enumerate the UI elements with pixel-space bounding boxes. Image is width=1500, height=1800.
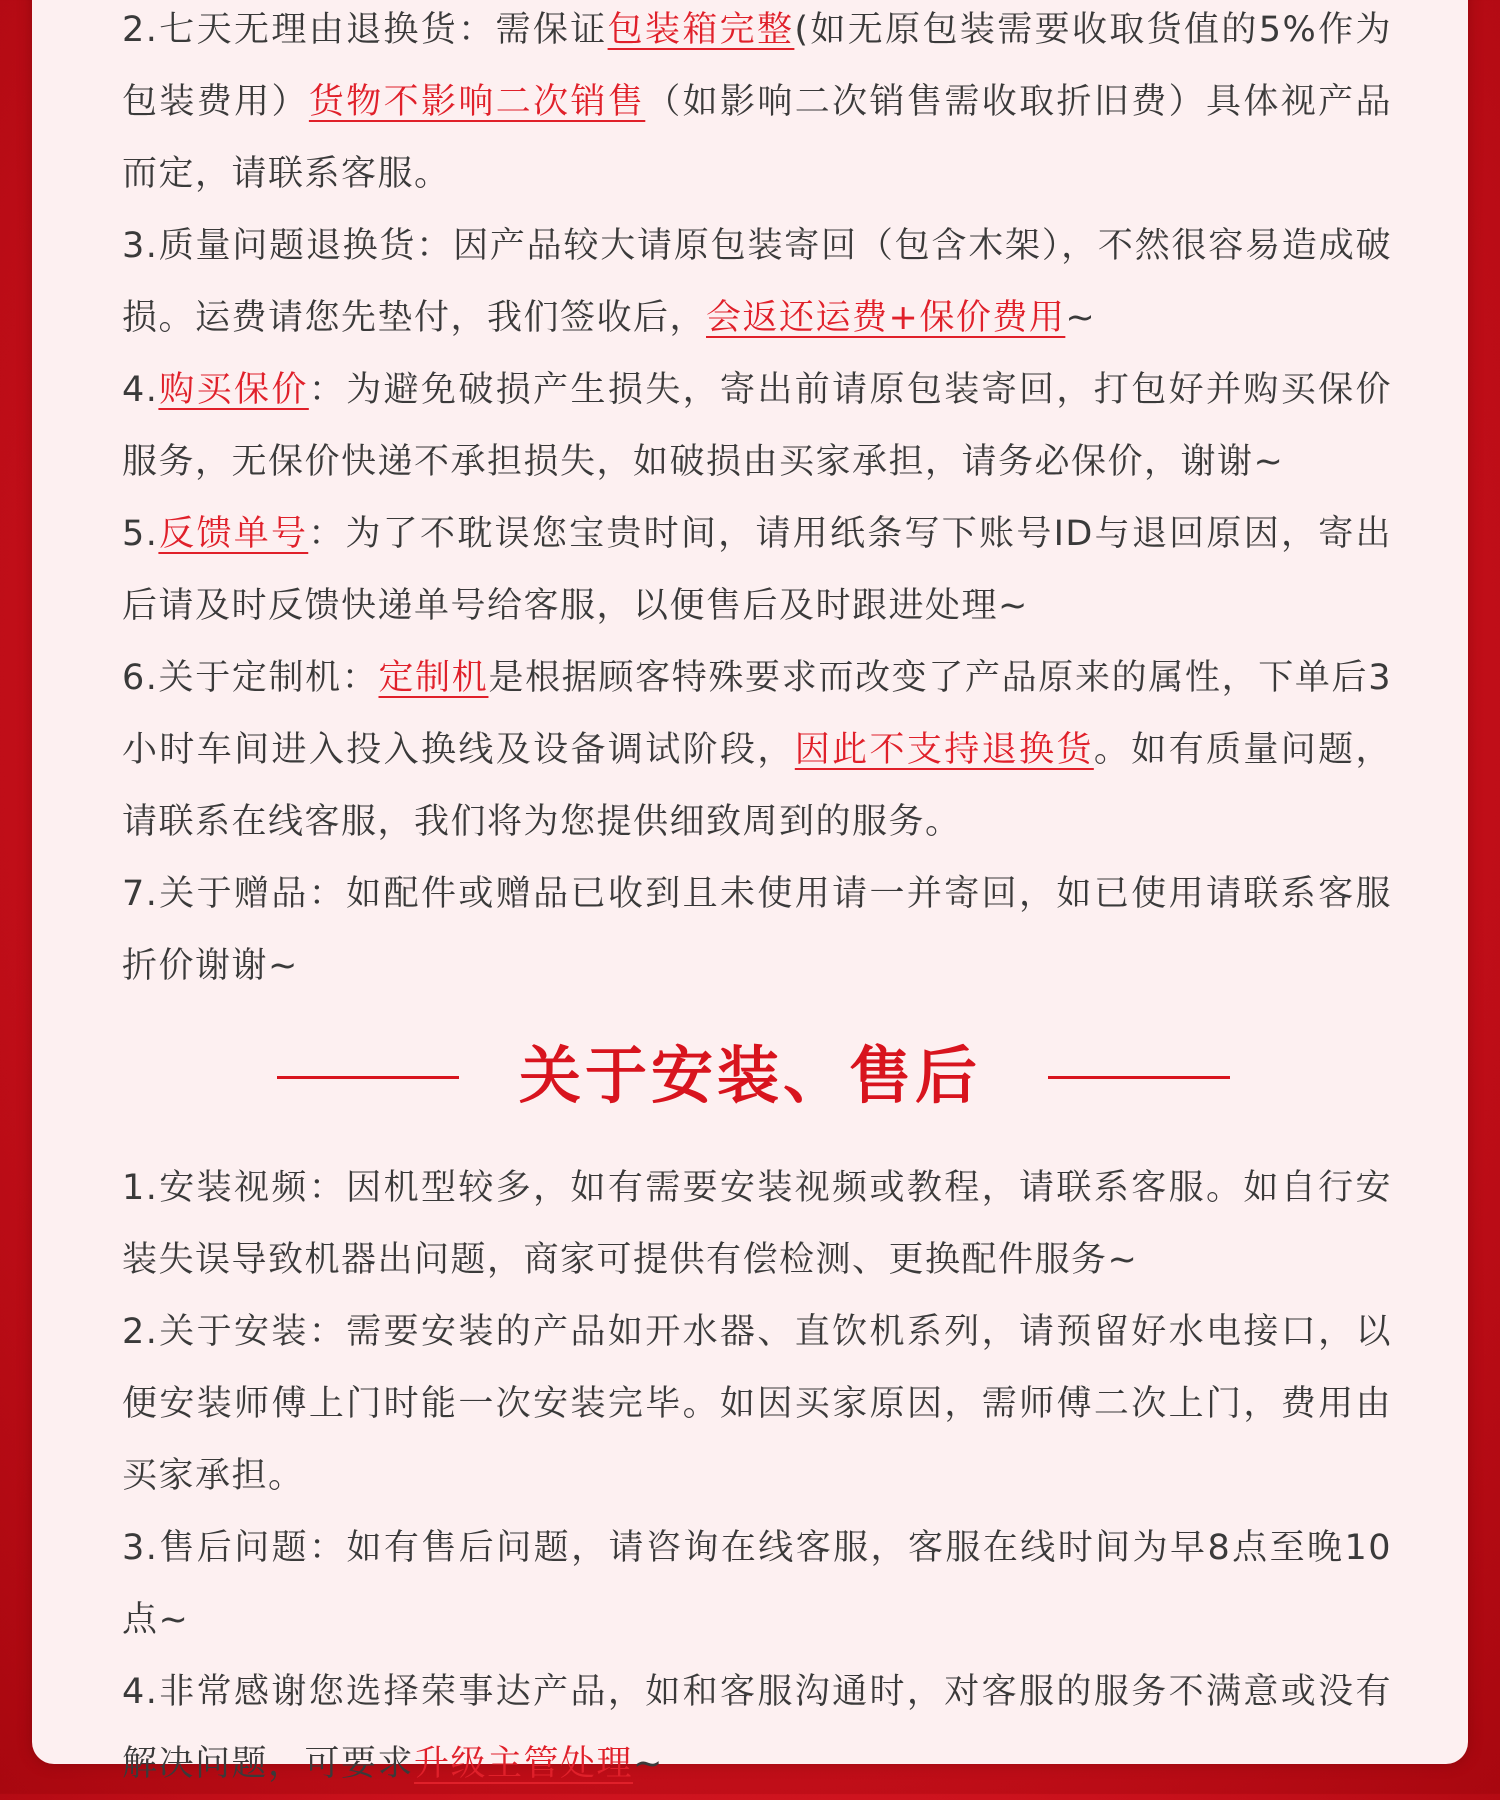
- highlight-custom-machine: 定制机: [378, 658, 489, 698]
- install-item-4: [122, 1656, 1392, 1800]
- highlight-buy-insurance: 购买保价: [158, 370, 309, 410]
- text: ~: [1065, 298, 1097, 338]
- returns-section: [122, 0, 1392, 1002]
- text: 5.: [122, 514, 159, 554]
- install-section: [122, 1152, 1392, 1800]
- install-item-2: [122, 1296, 1392, 1512]
- text: ：为了不耽误您宝贵时间，请用纸条写下账号ID与退回原因，寄出后请及时反馈快递单号给客服，以便售后及时跟进处理~: [122, 514, 1392, 626]
- text: 6.关于定制机：: [122, 658, 379, 698]
- highlight-intact-box: 包装箱完整: [607, 10, 795, 50]
- returns-item-3: [122, 210, 1392, 354]
- text: 3.售后问题：如有售后问题，请咨询在线客服，客服在线时间为早8点至晚10点~: [122, 1528, 1392, 1640]
- section-title: 关于安装、售后: [518, 1039, 981, 1112]
- returns-item-6: [122, 642, 1392, 858]
- install-item-1: [122, 1152, 1392, 1296]
- text: 4.非常感谢您选择荣事达产品，如和客服沟通时，对客服的服务不满意或没有解决问题，可要求: [122, 1672, 1392, 1784]
- divider-left: [277, 1076, 459, 1079]
- returns-item-7: [122, 858, 1392, 1002]
- highlight-refund-shipping: 会返还运费+保价费用: [706, 298, 1066, 338]
- section-header: [0, 1036, 1500, 1116]
- text: ：为避免破损产生损失，寄出前请原包装寄回，打包好并购买保价服务，无保价快递不承担损失，如破损由买家承担，请务必保价，谢谢~: [122, 370, 1392, 482]
- text: 1.安装视频：因机型较多，如有需要安装视频或教程，请联系客服。如自行安装失误导致机器出问题，商家可提供有偿检测、更换配件服务~: [122, 1168, 1392, 1280]
- returns-item-2: [122, 0, 1392, 210]
- text: 。如有质量问题，请联系在线客服，我们将为您提供细致周到的服务。: [122, 730, 1392, 842]
- install-item-3: [122, 1512, 1392, 1656]
- text: 2.七天无理由退换货：需保证: [122, 10, 608, 50]
- returns-item-4: [122, 354, 1392, 498]
- text: (如无原包装需要收取货值的5%作为包装费用）: [122, 10, 1392, 122]
- returns-item-5: [122, 498, 1392, 642]
- highlight-no-returns: 因此不支持退换货: [794, 730, 1094, 770]
- highlight-no-resale-impact: 货物不影响二次销售: [308, 82, 646, 122]
- highlight-tracking-number: 反馈单号: [158, 514, 309, 554]
- highlight-escalate-supervisor: 升级主管处理: [414, 1744, 634, 1784]
- text: ~: [633, 1744, 664, 1784]
- text: （如影响二次销售需收取折旧费）具体视产品而定，请联系客服。: [122, 82, 1392, 194]
- divider-right: [1048, 1076, 1230, 1079]
- text: 3.质量问题退换货：因产品较大请原包装寄回（包含木架），不然很容易造成破损。运费请您先垫付，我们签收后，: [122, 226, 1392, 338]
- text: 7.关于赠品：如配件或赠品已收到且未使用请一并寄回，如已使用请联系客服折价谢谢~: [122, 874, 1392, 986]
- text: 2.关于安装：需要安装的产品如开水器、直饮机系列，请预留好水电接口，以便安装师傅上门时能一次安装完毕。如因买家原因，需师傅二次上门，费用由买家承担。: [122, 1312, 1392, 1496]
- text: 是根据顾客特殊要求而改变了产品原来的属性，下单后3小时车间进入投入换线及设备调试阶段，: [122, 658, 1392, 770]
- text: 4.: [122, 370, 159, 410]
